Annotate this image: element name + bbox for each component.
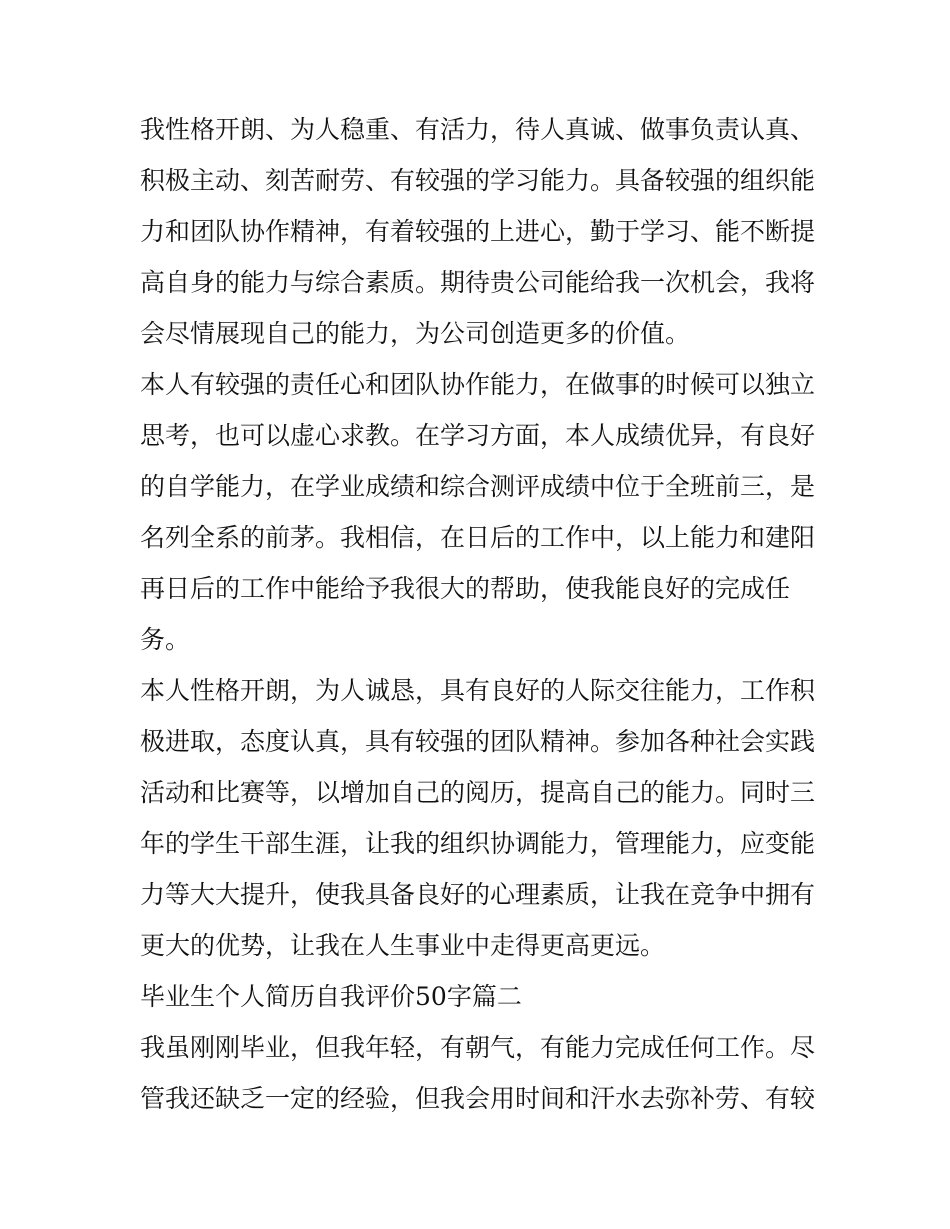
- text-line: 名列全系的前茅。我相信，在日后的工作中，以上能力和建阳: [140, 523, 816, 552]
- heading-text: 毕业生个人简历自我评价50字篇二: [140, 982, 522, 1011]
- text-line: 务。: [140, 625, 191, 654]
- text-line: 更大的优势，让我在人生事业中走得更高更远。: [140, 931, 666, 960]
- text-line: 力等大大提升，使我具备良好的心理素质，让我在竞争中拥有: [140, 880, 816, 909]
- text-line: 高自身的能力与综合素质。期待贵公司能给我一次机会，我将: [140, 268, 816, 297]
- text-line: 年的学生干部生涯，让我的组织协调能力，管理能力，应变能: [140, 829, 816, 858]
- paragraph-1: [140, 104, 816, 359]
- text-line: 再日后的工作中能给予我很大的帮助，使我能良好的完成任: [140, 574, 791, 603]
- text-line: 我性格开朗、为人稳重、有活力，待人真诚、做事负责认真、: [140, 115, 816, 144]
- text-line: 极进取，态度认真，具有较强的团队精神。参加各种社会实践: [140, 727, 816, 756]
- paragraph-4: [140, 1022, 816, 1124]
- section-heading: [140, 971, 812, 1022]
- text-line: 我虽刚刚毕业，但我年轻，有朝气，有能力完成任何工作。尽: [140, 1033, 816, 1062]
- text-line: 本人有较强的责任心和团队协作能力，在做事的时候可以独立: [140, 370, 816, 399]
- paragraph-2: [140, 359, 816, 665]
- text-line: 本人性格开朗，为人诚恳，具有良好的人际交往能力，工作积: [140, 676, 816, 705]
- text-line: 会尽情展现自己的能力，为公司创造更多的价值。: [140, 319, 691, 348]
- text-line: 的自学能力，在学业成绩和综合测评成绩中位于全班前三，是: [140, 472, 816, 501]
- text-line: 活动和比赛等，以增加自己的阅历，提高自己的能力。同时三: [140, 778, 816, 807]
- document-body: [140, 104, 816, 1124]
- text-line: 力和团队协作精神，有着较强的上进心，勤于学习、能不断提: [140, 217, 816, 246]
- paragraph-3: [140, 665, 816, 971]
- text-line: 管我还缺乏一定的经验，但我会用时间和汗水去弥补劳、有较: [140, 1084, 816, 1113]
- text-line: 积极主动、刻苦耐劳、有较强的学习能力。具备较强的组织能: [140, 166, 816, 195]
- text-line: 思考，也可以虚心求教。在学习方面，本人成绩优异，有良好: [140, 421, 816, 450]
